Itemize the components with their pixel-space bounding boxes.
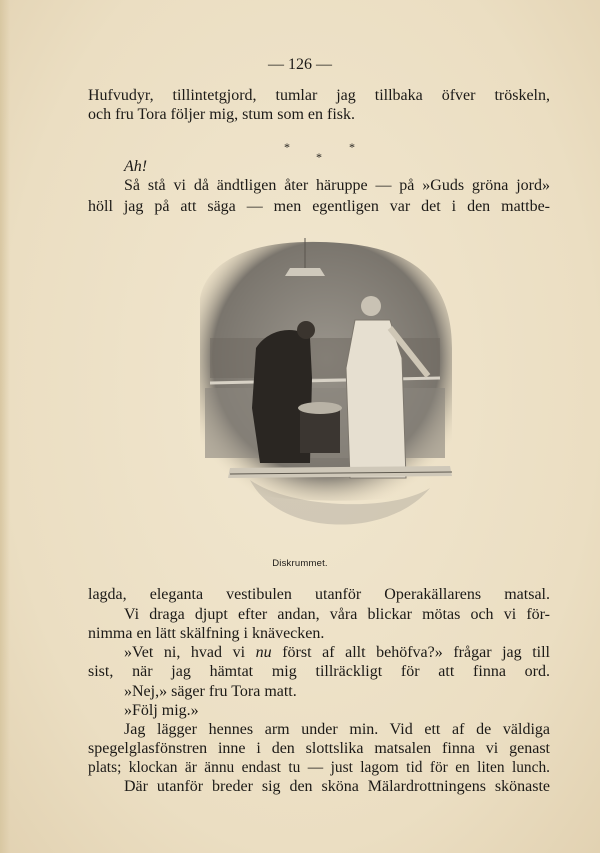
text-line	[88, 643, 550, 663]
asterisk: *	[284, 140, 290, 154]
illustration-caption: Diskrummet.	[272, 558, 328, 569]
text-line: sist, när jag hämtat mig tillräckligt för att finna ord.	[88, 663, 550, 680]
text-line: »Nej,» säger fru Tora matt.	[124, 683, 297, 700]
text-line: Så stå vi då ändtligen åter häruppe — på »Guds gröna jord»	[124, 177, 550, 194]
text-fragment: »Vet ni, hvad vi	[124, 644, 246, 661]
text-fragment: först af allt behöfva?» frågar jag till	[282, 644, 550, 661]
illustration-diskrummet	[190, 238, 460, 548]
text-line: Vi draga djupt efter andan, våra blickar mötas och vi för-	[124, 606, 550, 623]
text-line: plats; klockan är ännu endast tu — just lagom tid för en liten lunch.	[88, 759, 550, 776]
emphasis: nu	[255, 644, 272, 661]
text-line: höll jag på att säga — men egentligen var det i den mattbe-	[88, 198, 550, 215]
text-line: »Följ mig.»	[124, 702, 199, 719]
text-line: Jag lägger hennes arm under min. Vid ett af de väldiga	[124, 721, 550, 738]
text-line: spegelglasfönstren inne i den slottslika matsalen finna vi genast	[88, 740, 550, 757]
page-edge-shadow	[0, 0, 10, 853]
text-line: Hufvudyr, tillintetgjord, tumlar jag tillbaka öfver tröskeln,	[88, 87, 550, 104]
page-number: — 126 —	[268, 56, 332, 73]
text-line: Där utanför breder sig den sköna Mälardrottningens skönaste	[124, 778, 550, 795]
text-line: lagda, eleganta vestibulen utanför Operakällarens matsal.	[88, 586, 550, 603]
exclamation: Ah!	[124, 158, 148, 175]
text-line: nimma en lätt skälfning i knävecken.	[88, 625, 325, 642]
asterisk: *	[316, 150, 322, 164]
text-line: och fru Tora följer mig, stum som en fisk.	[88, 106, 355, 123]
asterisk: *	[349, 140, 355, 154]
